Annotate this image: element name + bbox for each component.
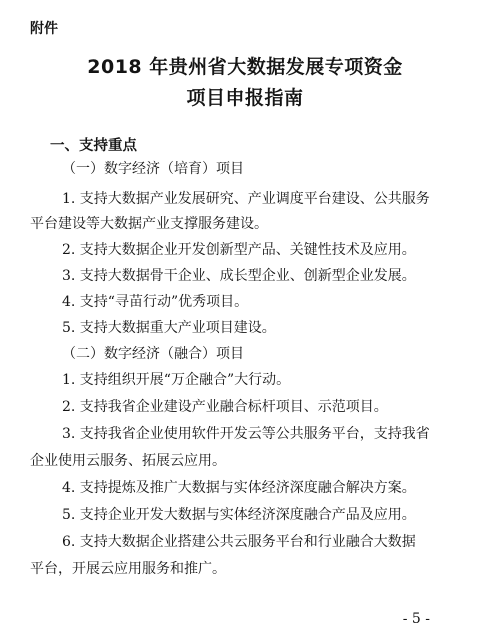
list-item-continuation: 平台建设等大数据产业支撑服务建设。 <box>30 216 268 232</box>
list-item: 1. 支持大数据产业发展研究、产业调度平台建设、公共服务 <box>62 191 430 207</box>
list-item: 2. 支持大数据企业开发创新型产品、关键性技术及应用。 <box>62 242 416 258</box>
attachment-label: 附件 <box>30 21 58 37</box>
list-item: 4. 支持提炼及推广大数据与实体经济深度融合解决方案。 <box>62 480 416 496</box>
document-title-line2: 项目申报指南 <box>186 87 304 109</box>
list-item: 5. 支持企业开发大数据与实体经济深度融合产品及应用。 <box>62 507 416 523</box>
section-heading: 一、支持重点 <box>50 138 137 154</box>
subsection-heading-1: （一）数字经济（培育）项目 <box>62 161 244 177</box>
list-item: 5. 支持大数据重大产业项目建设。 <box>62 320 276 336</box>
list-item: 1. 支持组织开展“万企融合”大行动。 <box>62 372 291 388</box>
list-item: 6. 支持大数据企业搭建公共云服务平台和行业融合大数据 <box>62 534 416 550</box>
document-title-line1: 2018 年贵州省大数据发展专项资金 <box>87 56 403 78</box>
list-item-continuation: 平台，开展云应用服务和推广。 <box>30 561 226 577</box>
list-item: 2. 支持我省企业建设产业融合标杆项目、示范项目。 <box>62 399 388 415</box>
list-item-continuation: 企业使用云服务、拓展云应用。 <box>30 453 226 469</box>
list-item: 3. 支持大数据骨干企业、成长型企业、创新型企业发展。 <box>62 268 416 284</box>
list-item: 3. 支持我省企业使用软件开发云等公共服务平台，支持我省 <box>62 426 430 442</box>
page-number: - 5 - <box>402 611 430 627</box>
list-item: 4. 支持“寻苗行动”优秀项目。 <box>62 294 249 310</box>
subsection-heading-2: （二）数字经济（融合）项目 <box>62 346 244 362</box>
